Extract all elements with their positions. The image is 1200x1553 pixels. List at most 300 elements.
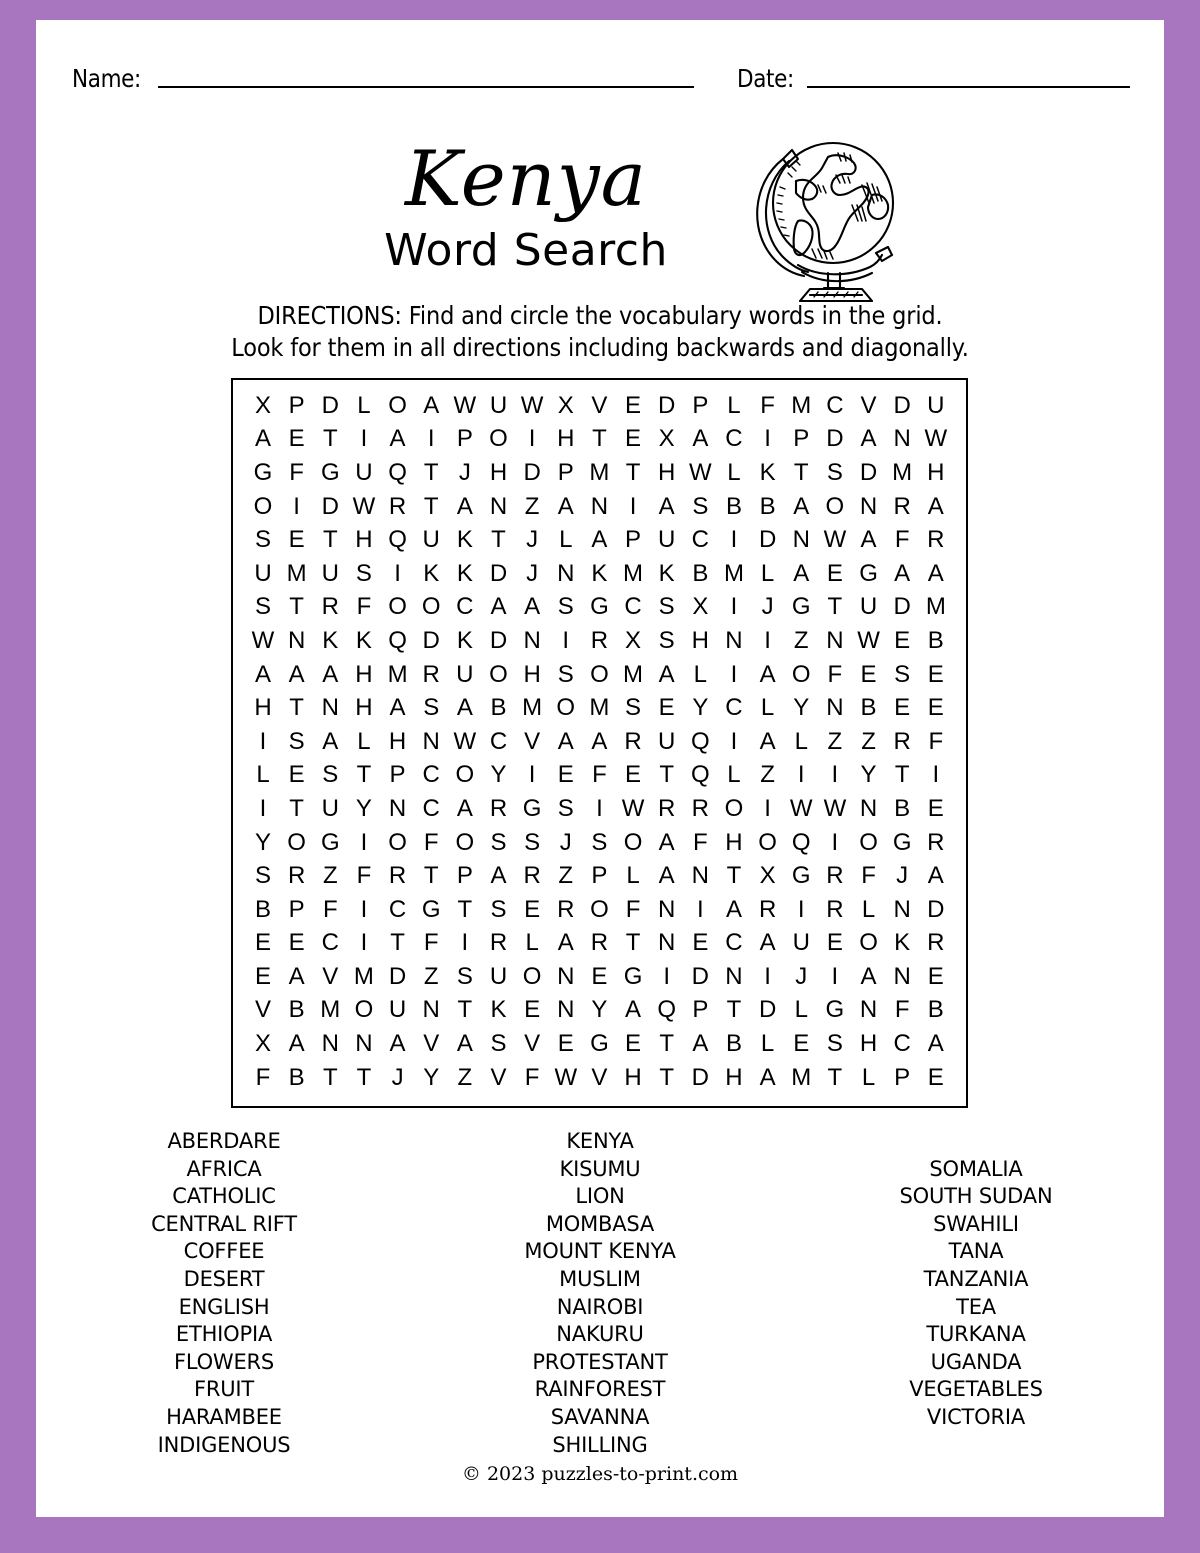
grid-cell[interactable]: N (859, 794, 878, 822)
grid-cell[interactable]: N (523, 626, 541, 654)
grid-cell[interactable]: I (629, 492, 637, 520)
grid-cell[interactable]: V (524, 1030, 541, 1058)
grid-cell[interactable]: E (288, 526, 305, 554)
grid-cell[interactable]: V (524, 727, 541, 755)
grid-cell[interactable]: X (658, 425, 675, 453)
grid-cell[interactable]: I (360, 929, 368, 957)
grid-cell[interactable]: F (423, 929, 439, 957)
grid-cell[interactable]: Q (690, 727, 710, 755)
grid-cell[interactable]: E (288, 425, 305, 453)
word-list-item[interactable]: CENTRAL RIFT (151, 1211, 297, 1236)
grid-cell[interactable]: U (321, 559, 339, 587)
grid-cell[interactable]: D (927, 895, 945, 923)
grid-cell[interactable]: N (826, 694, 844, 722)
grid-cell[interactable]: N (725, 962, 743, 990)
grid-cell[interactable]: W (554, 1063, 578, 1091)
grid-cell[interactable]: L (760, 1030, 775, 1058)
grid-cell[interactable]: A (389, 425, 406, 453)
word-list-item[interactable]: ABERDARE (167, 1129, 281, 1153)
grid-cell[interactable]: V (591, 391, 608, 419)
grid-cell[interactable]: U (792, 929, 810, 957)
grid-cell[interactable]: E (524, 996, 541, 1024)
grid-cell[interactable]: O (388, 593, 407, 621)
grid-cell[interactable]: A (793, 559, 810, 587)
grid-cell[interactable]: D (691, 1063, 709, 1091)
grid-cell[interactable]: I (764, 794, 771, 822)
word-list-item[interactable]: INDIGENOUS (157, 1432, 291, 1457)
grid-cell[interactable]: L (794, 996, 808, 1024)
grid-cell[interactable]: I (730, 727, 738, 755)
grid-cell[interactable]: D (826, 425, 844, 453)
grid-cell[interactable]: R (826, 895, 844, 923)
grid-cell[interactable]: C (422, 761, 440, 789)
grid-cell[interactable]: J (526, 526, 539, 554)
grid-cell[interactable]: S (591, 828, 608, 856)
grid-cell[interactable]: L (760, 559, 775, 587)
grid-cell[interactable]: N (658, 929, 676, 957)
grid-cell[interactable]: A (860, 962, 877, 990)
grid-cell[interactable]: T (322, 1063, 338, 1091)
grid-cell[interactable]: A (524, 593, 541, 621)
grid-cell[interactable]: F (861, 862, 876, 890)
word-list-item[interactable]: HARAMBEE (166, 1404, 282, 1429)
grid-cell[interactable]: T (289, 593, 304, 621)
grid-cell[interactable]: F (423, 828, 439, 856)
grid-cell[interactable]: L (727, 458, 741, 486)
grid-cell[interactable]: I (797, 895, 805, 923)
grid-cell[interactable]: F (625, 895, 641, 923)
grid-cell[interactable]: U (388, 996, 407, 1024)
grid-cell[interactable]: A (894, 559, 911, 587)
grid-cell[interactable]: S (490, 1030, 507, 1058)
grid-cell[interactable]: X (557, 391, 574, 419)
grid-cell[interactable]: H (254, 694, 272, 722)
grid-cell[interactable]: N (287, 626, 306, 654)
grid-cell[interactable]: H (927, 458, 945, 486)
grid-cell[interactable]: L (357, 727, 371, 755)
grid-cell[interactable]: G (825, 996, 845, 1024)
grid-cell[interactable]: N (792, 526, 810, 554)
word-list-item[interactable]: VEGETABLES (909, 1377, 1043, 1402)
grid-cell[interactable]: D (422, 626, 440, 654)
grid-cell[interactable]: T (423, 458, 439, 486)
grid-cell[interactable]: T (322, 425, 338, 453)
grid-cell[interactable]: F (894, 996, 910, 1024)
grid-cell[interactable]: Q (791, 828, 811, 856)
word-list-item[interactable]: TANA (948, 1239, 1004, 1264)
grid-cell[interactable]: H (523, 660, 541, 688)
grid-cell[interactable]: P (894, 1063, 911, 1091)
grid-cell[interactable]: C (725, 929, 743, 957)
grid-cell[interactable]: E (524, 895, 541, 923)
grid-cell[interactable]: E (625, 1030, 642, 1058)
word-list-item[interactable]: NAKURU (556, 1322, 644, 1347)
grid-cell[interactable]: I (932, 761, 940, 789)
grid-cell[interactable]: A (759, 660, 776, 688)
grid-cell[interactable]: T (625, 458, 641, 486)
grid-cell[interactable]: W (453, 391, 477, 419)
grid-cell[interactable]: I (764, 962, 771, 990)
grid-cell[interactable]: O (859, 828, 878, 856)
grid-cell[interactable]: G (590, 1030, 609, 1058)
grid-cell[interactable]: O (724, 794, 744, 822)
grid-cell[interactable]: F (356, 593, 372, 621)
grid-cell[interactable]: I (259, 727, 267, 755)
grid-cell[interactable]: C (624, 593, 642, 621)
grid-cell[interactable]: A (389, 1030, 406, 1058)
grid-cell[interactable]: I (360, 828, 368, 856)
grid-cell[interactable]: Q (388, 626, 407, 654)
grid-cell[interactable]: K (423, 559, 440, 587)
word-list-item[interactable]: DESERT (183, 1266, 265, 1291)
grid-cell[interactable]: T (659, 761, 675, 789)
grid-cell[interactable]: S (423, 694, 440, 722)
grid-cell[interactable]: M (623, 559, 644, 587)
grid-cell[interactable]: U (422, 526, 440, 554)
grid-cell[interactable]: I (797, 761, 805, 789)
grid-cell[interactable]: E (625, 391, 642, 419)
grid-cell[interactable]: I (360, 425, 368, 453)
grid-cell[interactable]: D (388, 962, 407, 990)
grid-cell[interactable]: S (456, 962, 473, 990)
grid-cell[interactable]: F (894, 526, 910, 554)
grid-cell[interactable]: Z (558, 862, 574, 890)
grid-cell[interactable]: D (658, 391, 676, 419)
grid-cell[interactable]: R (893, 727, 911, 755)
grid-cell[interactable]: I (730, 593, 738, 621)
grid-cell[interactable]: R (927, 929, 945, 957)
date-write-line[interactable] (807, 85, 1130, 88)
grid-cell[interactable]: F (928, 727, 944, 755)
grid-cell[interactable]: P (456, 862, 473, 890)
grid-cell[interactable]: N (893, 895, 911, 923)
grid-cell[interactable]: T (894, 761, 910, 789)
grid-cell[interactable]: S (557, 660, 574, 688)
grid-cell[interactable]: R (590, 626, 609, 654)
grid-cell[interactable]: S (524, 828, 541, 856)
grid-cell[interactable]: E (591, 962, 608, 990)
grid-cell[interactable]: A (557, 727, 574, 755)
grid-cell[interactable]: Y (793, 694, 810, 722)
grid-cell[interactable]: E (927, 962, 944, 990)
grid-cell[interactable]: A (927, 492, 944, 520)
grid-cell[interactable]: R (927, 526, 945, 554)
grid-cell[interactable]: T (793, 458, 809, 486)
grid-cell[interactable]: A (557, 929, 574, 957)
grid-cell[interactable]: R (758, 895, 777, 923)
grid-cell[interactable]: H (691, 626, 709, 654)
grid-cell[interactable]: A (322, 727, 339, 755)
grid-cell[interactable]: M (791, 1063, 812, 1091)
grid-cell[interactable]: F (322, 895, 338, 923)
word-list-item[interactable]: PROTESTANT (532, 1349, 668, 1374)
grid-cell[interactable]: Z (827, 727, 843, 755)
grid-cell[interactable]: I (427, 425, 435, 453)
word-list-item[interactable]: MUSLIM (559, 1266, 641, 1291)
grid-cell[interactable]: P (591, 862, 608, 890)
grid-cell[interactable]: G (791, 593, 811, 621)
grid-cell[interactable]: N (725, 626, 743, 654)
word-list-item[interactable]: TANZANIA (923, 1266, 1029, 1291)
grid-cell[interactable]: F (592, 761, 607, 789)
grid-cell[interactable]: N (355, 1030, 373, 1058)
grid-cell[interactable]: T (423, 492, 439, 520)
grid-cell[interactable]: V (254, 996, 271, 1024)
grid-cell[interactable]: E (288, 929, 305, 957)
grid-cell[interactable]: C (893, 1030, 911, 1058)
grid-cell[interactable]: L (861, 895, 876, 923)
grid-cell[interactable]: G (320, 458, 340, 486)
grid-cell[interactable]: F (827, 660, 843, 688)
grid-cell[interactable]: N (658, 895, 676, 923)
grid-cell[interactable]: L (760, 694, 775, 722)
grid-cell[interactable]: A (254, 660, 271, 688)
grid-cell[interactable]: C (388, 895, 407, 923)
grid-cell[interactable]: B (725, 1030, 742, 1058)
grid-cell[interactable]: A (692, 1030, 709, 1058)
grid-cell[interactable]: D (523, 458, 541, 486)
word-list-item[interactable]: SHILLING (552, 1432, 648, 1457)
grid-cell[interactable]: D (893, 593, 911, 621)
grid-cell[interactable]: K (322, 626, 339, 654)
grid-cell[interactable]: N (321, 694, 339, 722)
grid-cell[interactable]: E (927, 660, 944, 688)
word-list-item[interactable]: CATHOLIC (172, 1184, 276, 1209)
grid-cell[interactable]: A (860, 425, 877, 453)
grid-cell[interactable]: U (355, 458, 373, 486)
grid-cell[interactable]: T (592, 425, 607, 453)
grid-cell[interactable]: K (759, 458, 776, 486)
grid-cell[interactable]: X (759, 862, 776, 890)
grid-cell[interactable]: U (456, 660, 474, 688)
grid-cell[interactable]: S (826, 1030, 843, 1058)
grid-cell[interactable]: I (831, 962, 839, 990)
grid-cell[interactable]: O (489, 660, 508, 688)
grid-cell[interactable]: Q (657, 996, 677, 1024)
grid-cell[interactable]: T (726, 996, 742, 1024)
grid-cell[interactable]: C (456, 593, 474, 621)
grid-cell[interactable]: E (658, 694, 675, 722)
grid-cell[interactable]: E (927, 694, 944, 722)
grid-cell[interactable]: M (791, 391, 812, 419)
grid-cell[interactable]: Y (355, 794, 372, 822)
word-list-item[interactable]: UGANDA (930, 1349, 1022, 1374)
grid-cell[interactable]: A (759, 727, 776, 755)
grid-cell[interactable]: U (859, 593, 878, 621)
grid-cell[interactable]: E (927, 1063, 944, 1091)
grid-cell[interactable]: H (624, 1063, 642, 1091)
grid-cell[interactable]: J (559, 828, 572, 856)
word-list-item[interactable]: SOUTH SUDAN (899, 1184, 1053, 1209)
grid-cell[interactable]: R (658, 794, 676, 822)
grid-cell[interactable]: A (288, 660, 305, 688)
word-list-item[interactable]: NAIROBI (556, 1294, 644, 1319)
grid-cell[interactable]: R (388, 862, 407, 890)
grid-cell[interactable]: F (760, 391, 775, 419)
grid-cell[interactable]: N (422, 996, 440, 1024)
grid-cell[interactable]: G (623, 962, 643, 990)
grid-cell[interactable]: E (254, 962, 271, 990)
grid-cell[interactable]: M (522, 694, 543, 722)
grid-cell[interactable]: A (658, 660, 675, 688)
grid-cell[interactable]: O (791, 660, 811, 688)
grid-cell[interactable]: U (489, 962, 508, 990)
grid-cell[interactable]: P (389, 761, 406, 789)
word-list-item[interactable]: FRUIT (193, 1377, 255, 1402)
grid-cell[interactable]: A (658, 862, 675, 890)
grid-cell[interactable]: Q (690, 761, 710, 789)
grid-cell[interactable]: O (287, 828, 306, 856)
grid-cell[interactable]: C (489, 727, 508, 755)
grid-cell[interactable]: S (894, 660, 911, 688)
grid-cell[interactable]: C (826, 391, 844, 419)
grid-cell[interactable]: J (526, 559, 539, 587)
grid-cell[interactable]: D (859, 458, 878, 486)
grid-cell[interactable]: A (591, 727, 608, 755)
grid-cell[interactable]: W (823, 794, 847, 822)
grid-cell[interactable]: I (360, 895, 368, 923)
grid-cell[interactable]: Z (760, 761, 775, 789)
grid-cell[interactable]: K (894, 929, 911, 957)
grid-cell[interactable]: H (489, 458, 508, 486)
word-list-item[interactable]: SOMALIA (929, 1156, 1023, 1181)
grid-cell[interactable]: T (625, 929, 641, 957)
grid-cell[interactable]: R (287, 862, 306, 890)
grid-cell[interactable]: A (625, 996, 642, 1024)
grid-cell[interactable]: A (759, 1063, 776, 1091)
grid-cell[interactable]: Y (860, 761, 877, 789)
grid-cell[interactable]: O (388, 828, 407, 856)
grid-cell[interactable]: A (658, 828, 675, 856)
grid-cell[interactable]: N (321, 1030, 339, 1058)
grid-cell[interactable]: E (288, 761, 305, 789)
grid-cell[interactable]: G (421, 895, 441, 923)
word-list-item[interactable]: SAVANNA (550, 1404, 650, 1429)
grid-cell[interactable]: D (489, 559, 508, 587)
grid-cell[interactable]: H (658, 458, 676, 486)
grid-cell[interactable]: N (590, 492, 609, 520)
grid-cell[interactable]: L (256, 761, 270, 789)
grid-cell[interactable]: Y (692, 694, 709, 722)
grid-cell[interactable]: A (490, 593, 507, 621)
grid-cell[interactable]: A (423, 391, 440, 419)
grid-cell[interactable]: I (259, 794, 267, 822)
grid-cell[interactable]: R (826, 862, 844, 890)
grid-cell[interactable]: R (590, 929, 609, 957)
grid-cell[interactable]: B (692, 559, 709, 587)
grid-cell[interactable]: C (725, 425, 743, 453)
grid-cell[interactable]: A (927, 559, 944, 587)
grid-cell[interactable]: K (658, 559, 675, 587)
grid-cell[interactable]: T (356, 1063, 372, 1091)
word-list-item[interactable]: KENYA (566, 1129, 634, 1153)
word-list-item[interactable]: LION (575, 1184, 625, 1209)
grid-cell[interactable]: P (288, 895, 305, 923)
grid-cell[interactable]: R (388, 492, 407, 520)
grid-cell[interactable]: B (927, 626, 944, 654)
word-list-item[interactable]: SWAHILI (933, 1211, 1019, 1236)
grid-cell[interactable]: W (823, 526, 847, 554)
grid-cell[interactable]: T (827, 1063, 843, 1091)
grid-cell[interactable]: A (456, 492, 473, 520)
grid-cell[interactable]: O (758, 828, 777, 856)
grid-cell[interactable]: G (590, 593, 609, 621)
grid-cell[interactable]: B (894, 794, 911, 822)
grid-cell[interactable]: A (456, 794, 473, 822)
grid-cell[interactable]: S (557, 794, 574, 822)
grid-cell[interactable]: S (625, 694, 642, 722)
grid-cell[interactable]: I (528, 761, 536, 789)
grid-cell[interactable]: I (764, 425, 771, 453)
grid-cell[interactable]: O (421, 593, 441, 621)
grid-cell[interactable]: O (522, 962, 542, 990)
grid-cell[interactable]: I (663, 962, 671, 990)
grid-cell[interactable]: P (793, 425, 810, 453)
grid-cell[interactable]: I (562, 626, 570, 654)
grid-cell[interactable]: X (692, 593, 709, 621)
grid-cell[interactable]: S (557, 593, 574, 621)
grid-cell[interactable]: K (355, 626, 372, 654)
grid-cell[interactable]: E (826, 929, 843, 957)
grid-cell[interactable]: L (727, 391, 741, 419)
grid-cell[interactable]: Y (254, 828, 271, 856)
grid-cell[interactable]: C (321, 929, 339, 957)
grid-cell[interactable]: W (251, 626, 275, 654)
grid-cell[interactable]: M (286, 559, 307, 587)
grid-cell[interactable]: T (491, 526, 506, 554)
grid-cell[interactable]: A (490, 862, 507, 890)
grid-cell[interactable]: E (557, 1030, 574, 1058)
grid-cell[interactable]: U (658, 727, 676, 755)
word-list-item[interactable]: COFFEE (183, 1239, 265, 1264)
grid-cell[interactable]: A (288, 1030, 305, 1058)
grid-cell[interactable]: W (352, 492, 376, 520)
word-list-item[interactable]: MOUNT KENYA (524, 1239, 676, 1264)
grid-cell[interactable]: A (658, 492, 675, 520)
grid-cell[interactable]: T (390, 929, 405, 957)
grid-cell[interactable]: P (288, 391, 305, 419)
grid-cell[interactable]: I (696, 895, 704, 923)
grid-cell[interactable]: O (388, 391, 407, 419)
grid-cell[interactable]: W (520, 391, 544, 419)
word-list-item[interactable]: RAINFOREST (534, 1377, 666, 1402)
grid-cell[interactable]: G (253, 458, 273, 486)
grid-cell[interactable]: G (522, 794, 542, 822)
grid-cell[interactable]: E (625, 425, 642, 453)
grid-cell[interactable]: N (691, 862, 709, 890)
grid-cell[interactable]: N (893, 425, 911, 453)
grid-cell[interactable]: A (793, 492, 810, 520)
grid-cell[interactable]: J (458, 458, 471, 486)
grid-cell[interactable]: R (691, 794, 709, 822)
grid-cell[interactable]: K (490, 996, 507, 1024)
grid-cell[interactable]: Q (388, 526, 407, 554)
grid-cell[interactable]: A (759, 929, 776, 957)
grid-cell[interactable]: X (254, 1030, 271, 1058)
grid-cell[interactable]: N (557, 559, 575, 587)
grid-cell[interactable]: J (761, 593, 774, 621)
grid-cell[interactable]: E (692, 929, 709, 957)
grid-cell[interactable]: E (927, 794, 944, 822)
grid-cell[interactable]: L (727, 761, 741, 789)
grid-cell[interactable]: W (621, 794, 645, 822)
grid-cell[interactable]: J (896, 862, 909, 890)
grid-cell[interactable]: T (457, 895, 473, 923)
grid-cell[interactable]: W (453, 727, 477, 755)
grid-cell[interactable]: S (355, 559, 372, 587)
grid-cell[interactable]: R (422, 660, 440, 688)
grid-cell[interactable]: R (321, 593, 339, 621)
